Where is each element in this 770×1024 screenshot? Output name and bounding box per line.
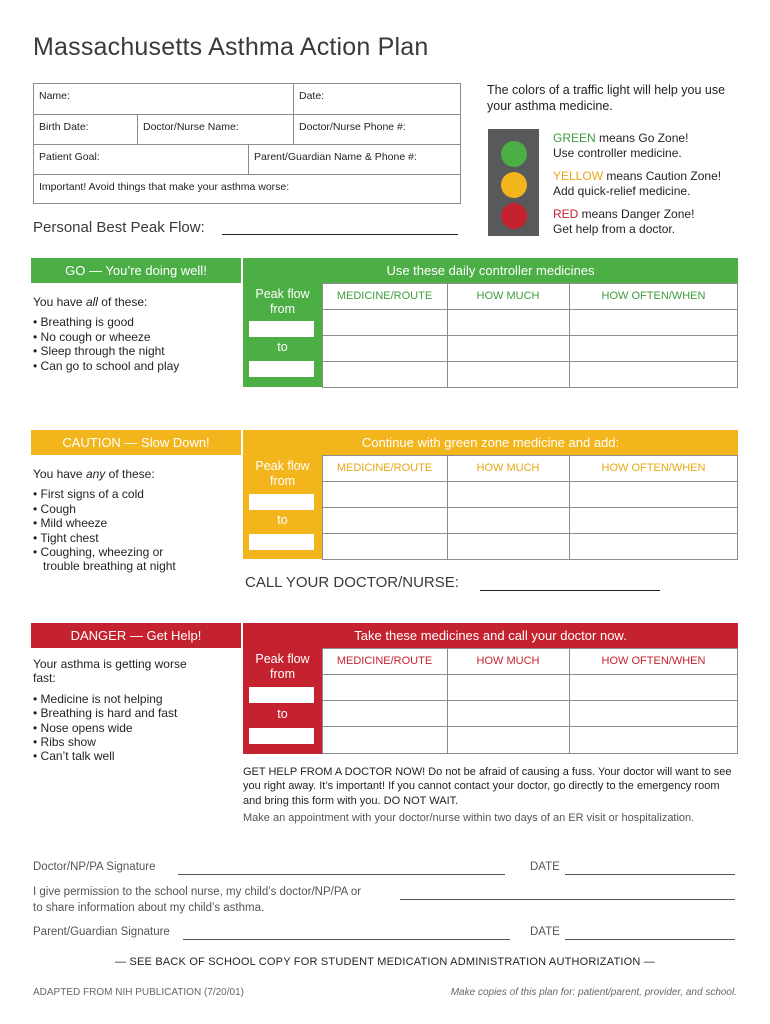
list-item: • Can’t talk well xyxy=(33,749,115,764)
page-title: Massachusetts Asthma Action Plan xyxy=(33,33,429,61)
personal-best-line[interactable] xyxy=(222,234,458,235)
medicine-column-header: MEDICINE/ROUTE xyxy=(336,655,433,667)
yellow-zone-lead: You have any of these: xyxy=(33,467,155,481)
doctor-signature-line[interactable] xyxy=(178,874,505,875)
green-zone-header: GO — You’re doing well! xyxy=(31,258,241,283)
green-lamp xyxy=(501,141,527,167)
green-zone-symptoms xyxy=(33,295,238,373)
table-header-row xyxy=(322,649,737,675)
table-row[interactable] xyxy=(322,310,737,336)
permission-text-2: to share information about my child’s asthma. xyxy=(33,902,265,914)
red-key-word: RED xyxy=(553,207,579,221)
peak-to-label: to xyxy=(277,513,288,527)
yellow-lamp xyxy=(501,172,527,198)
parent-date-label: DATE xyxy=(530,926,560,938)
birth-date-field[interactable]: Birth Date: xyxy=(39,121,89,133)
peak-flow-label: Peak flow xyxy=(255,287,310,301)
list-item: • Breathing is good xyxy=(33,315,134,330)
red-key xyxy=(553,207,694,237)
list-item: • Sleep through the night xyxy=(33,344,165,359)
table-row[interactable] xyxy=(322,482,737,508)
list-item: • Breathing is hard and fast xyxy=(33,706,178,721)
column-divider xyxy=(447,456,448,559)
list-item: • Medicine is not helping xyxy=(33,691,163,706)
parent-signature-line[interactable] xyxy=(183,939,510,940)
table-header-row xyxy=(322,456,737,482)
column-divider xyxy=(569,649,570,753)
medicine-column-header: MEDICINE/ROUTE xyxy=(336,290,433,302)
personal-best-label: Personal Best Peak Flow: xyxy=(33,219,205,236)
list-item: • No cough or wheeze xyxy=(33,329,151,344)
list-item: • Tight chest xyxy=(33,530,99,545)
yellow-peak-to-input[interactable] xyxy=(249,534,314,550)
list-item: • Coughing, wheezing or xyxy=(33,545,164,560)
list-item: • Ribs show xyxy=(33,735,96,750)
date-field[interactable]: Date: xyxy=(293,84,460,114)
list-item: • Mild wheeze xyxy=(33,516,108,531)
red-zone-banner: Take these medicines and call your doctor now. xyxy=(243,623,738,648)
info-row-name xyxy=(34,84,460,115)
yellow-key xyxy=(553,169,721,199)
column-divider xyxy=(322,456,323,559)
red-zone-lead: Your asthma is getting worse fast: xyxy=(33,657,187,686)
green-key xyxy=(553,131,688,161)
red-peak-to-input[interactable] xyxy=(249,728,314,744)
column-divider xyxy=(447,284,448,387)
yellow-medicine-table xyxy=(322,455,738,560)
list-item: • First signs of a cold xyxy=(33,487,144,502)
footer-copies-note: Make copies of this plan for: patient/parent, provider, and school. xyxy=(450,987,737,998)
traffic-light-icon xyxy=(488,129,539,236)
info-row-important xyxy=(34,175,460,204)
appointment-text: Make an appointment with your doctor/nurse within two days of an ER visit or hospitalization. xyxy=(243,812,695,824)
red-lamp xyxy=(501,203,527,229)
how-much-column-header: HOW MUCH xyxy=(476,462,540,474)
red-key-rest: means Danger Zone! xyxy=(578,207,695,221)
how-often-column-header: HOW OFTEN/WHEN xyxy=(601,462,706,474)
traffic-light-intro: The colors of a traffic light will help you use your asthma medicine. xyxy=(487,83,726,113)
peak-flow-label: Peak flow xyxy=(255,652,310,666)
how-much-column-header: HOW MUCH xyxy=(476,655,540,667)
how-much-column-header: HOW MUCH xyxy=(476,290,540,302)
yellow-zone-header: CAUTION — Slow Down! xyxy=(31,430,241,455)
yellow-key-sub: Add quick-relief medicine. xyxy=(553,184,691,198)
peak-flow-label: Peak flow xyxy=(255,459,310,473)
table-row[interactable] xyxy=(322,701,737,727)
permission-line[interactable] xyxy=(400,899,735,900)
red-key-sub: Get help from a doctor. xyxy=(553,222,676,236)
peak-to-label: to xyxy=(277,340,288,354)
yellow-zone-banner: Continue with green zone medicine and add: xyxy=(243,430,738,455)
green-key-rest: means Go Zone! xyxy=(595,131,689,145)
green-peak-flow-box xyxy=(243,283,322,387)
list-item: • Can go to school and play xyxy=(33,358,180,373)
peak-from-label: from xyxy=(270,302,295,316)
table-row[interactable] xyxy=(322,336,737,362)
green-zone-banner: Use these daily controller medicines xyxy=(243,258,738,283)
doctor-phone-field[interactable]: Doctor/Nurse Phone #: xyxy=(293,115,460,144)
name-field[interactable]: Name: xyxy=(39,90,70,102)
column-divider xyxy=(322,649,323,753)
guardian-field[interactable]: Parent/Guardian Name & Phone #: xyxy=(248,145,460,174)
yellow-key-rest: means Caution Zone! xyxy=(603,169,722,183)
call-doctor-line[interactable] xyxy=(480,590,660,591)
peak-from-label: from xyxy=(270,667,295,681)
green-peak-from-input[interactable] xyxy=(249,321,314,337)
list-item: trouble breathing at night xyxy=(33,559,176,574)
green-peak-to-input[interactable] xyxy=(249,361,314,377)
get-help-text: GET HELP FROM A DOCTOR NOW! Do not be afraid of causing a fuss. Your doctor will want to see you right away. It’s important! If you cannot contact your doctor, go directly to the emergency room and bring this form with you. DO NOT WAIT. xyxy=(243,766,732,807)
yellow-zone-symptoms xyxy=(33,467,238,574)
medicine-column-header: MEDICINE/ROUTE xyxy=(336,462,433,474)
list-item: • Nose opens wide xyxy=(33,720,133,735)
doctor-date-line[interactable] xyxy=(565,874,735,875)
doctor-signature-label: Doctor/NP/PA Signature xyxy=(33,861,156,873)
column-divider xyxy=(322,284,323,387)
green-medicine-table xyxy=(322,283,738,388)
how-often-column-header: HOW OFTEN/WHEN xyxy=(601,290,706,302)
footer-source: ADAPTED FROM NIH PUBLICATION (7/20/01) xyxy=(33,987,244,998)
list-item: • Cough xyxy=(33,501,76,516)
important-field[interactable]: Important! Avoid things that make your asthma worse: xyxy=(39,181,290,193)
column-divider xyxy=(447,649,448,753)
table-row[interactable] xyxy=(322,675,737,701)
column-divider xyxy=(569,284,570,387)
parent-signature-label: Parent/Guardian Signature xyxy=(33,926,170,938)
red-peak-from-input[interactable] xyxy=(249,687,314,703)
info-row-goal xyxy=(34,145,460,175)
yellow-peak-flow-box xyxy=(243,455,322,559)
how-often-column-header: HOW OFTEN/WHEN xyxy=(601,655,706,667)
green-zone-lead: You have all of these: xyxy=(33,295,148,309)
table-row[interactable] xyxy=(322,508,737,534)
red-zone-symptoms xyxy=(33,657,193,764)
table-header-row xyxy=(322,284,737,310)
red-zone-header: DANGER — Get Help! xyxy=(31,623,241,648)
info-row-birth xyxy=(34,115,460,145)
peak-to-label: to xyxy=(277,707,288,721)
red-medicine-table xyxy=(322,648,738,754)
peak-from-label: from xyxy=(270,474,295,488)
column-divider xyxy=(569,456,570,559)
green-key-word: GREEN xyxy=(553,131,596,145)
green-key-sub: Use controller medicine. xyxy=(553,146,682,160)
parent-date-line[interactable] xyxy=(565,939,735,940)
doctor-name-field[interactable]: Doctor/Nurse Name: xyxy=(137,115,293,144)
permission-text-1: I give permission to the school nurse, my child’s doctor/NP/PA or xyxy=(33,886,362,898)
see-back-notice: — SEE BACK OF SCHOOL COPY FOR STUDENT MEDICATION ADMINISTRATION AUTHORIZATION — xyxy=(115,956,655,968)
yellow-key-word: YELLOW xyxy=(553,169,604,183)
patient-info-table xyxy=(33,83,461,204)
patient-goal-field[interactable]: Patient Goal: xyxy=(39,151,100,163)
red-peak-flow-box xyxy=(243,648,322,754)
yellow-peak-from-input[interactable] xyxy=(249,494,314,510)
call-doctor-label: CALL YOUR DOCTOR/NURSE: xyxy=(245,574,459,591)
doctor-date-label: DATE xyxy=(530,861,560,873)
